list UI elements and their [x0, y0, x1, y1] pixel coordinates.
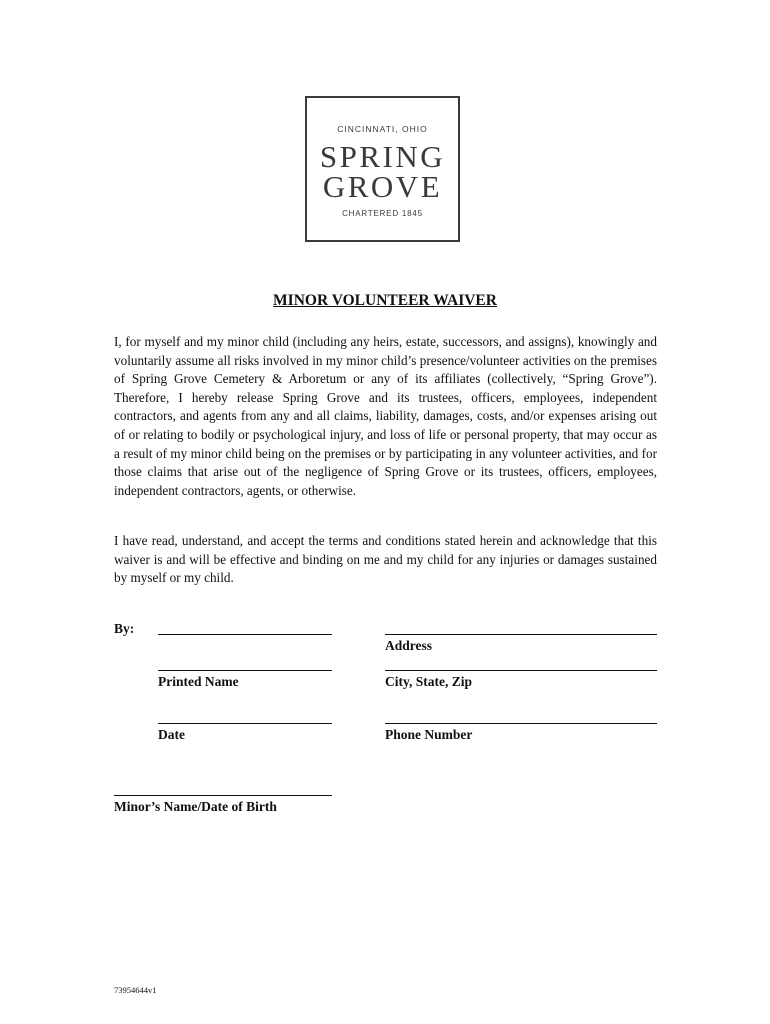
logo-name-line2: GROVE: [322, 169, 443, 204]
date-line[interactable]: [158, 723, 332, 724]
logo-city: CINCINNATI, OHIO: [337, 124, 428, 134]
minor-name-dob-line[interactable]: [114, 795, 332, 796]
spring-grove-logo: [305, 96, 460, 242]
printed-name-label: Printed Name: [158, 674, 239, 689]
phone-number-line[interactable]: [385, 723, 657, 724]
logo-chartered: CHARTERED 1845: [342, 209, 423, 218]
document-title: MINOR VOLUNTEER WAIVER: [273, 292, 497, 309]
printed-name-line[interactable]: [158, 670, 332, 671]
signature-line[interactable]: [158, 634, 332, 635]
document-id: 73954644v1: [114, 985, 157, 995]
logo-name-line1: SPRING: [319, 139, 446, 174]
address-line[interactable]: [385, 634, 657, 635]
city-state-zip-line[interactable]: [385, 670, 657, 671]
by-label: By:: [114, 621, 135, 636]
acknowledgement-paragraph: I have read, understand, and accept the terms and conditions stated herein and acknowledge that this waiver is and will be effective and binding on me and my child for any injuries or damages sustained by myself or my child.: [114, 533, 657, 586]
address-label: Address: [385, 638, 433, 653]
city-state-zip-label: City, State, Zip: [385, 674, 473, 689]
minor-name-dob-label: Minor’s Name/Date of Birth: [114, 799, 277, 814]
phone-number-label: Phone Number: [385, 727, 473, 742]
date-label: Date: [158, 727, 185, 742]
waiver-paragraph: I, for myself and my minor child (including any heirs, estate, successors, and assigns), knowingly and voluntarily assume all risks involved in my minor child’s presence/volunteer activities on the premises of Spring Grove Cemetery & Arboretum or any of its affiliates (collectively, “Spring Grove”). Therefore, I hereby release Spring Grove and its trustees, officers, employees, independent contractors, and agents from any and all claims, liability, damages, costs, and/or expenses arising out of or relating to bodily or psychological injury, and loss of life or personal property, that may occur as a result of my minor child being on the premises or by participating in any volunteer activities, and for those claims that arise out of the negligence of Spring Grove or its trustees, officers, employees, independent contractors, agents, or otherwise.: [114, 334, 657, 498]
